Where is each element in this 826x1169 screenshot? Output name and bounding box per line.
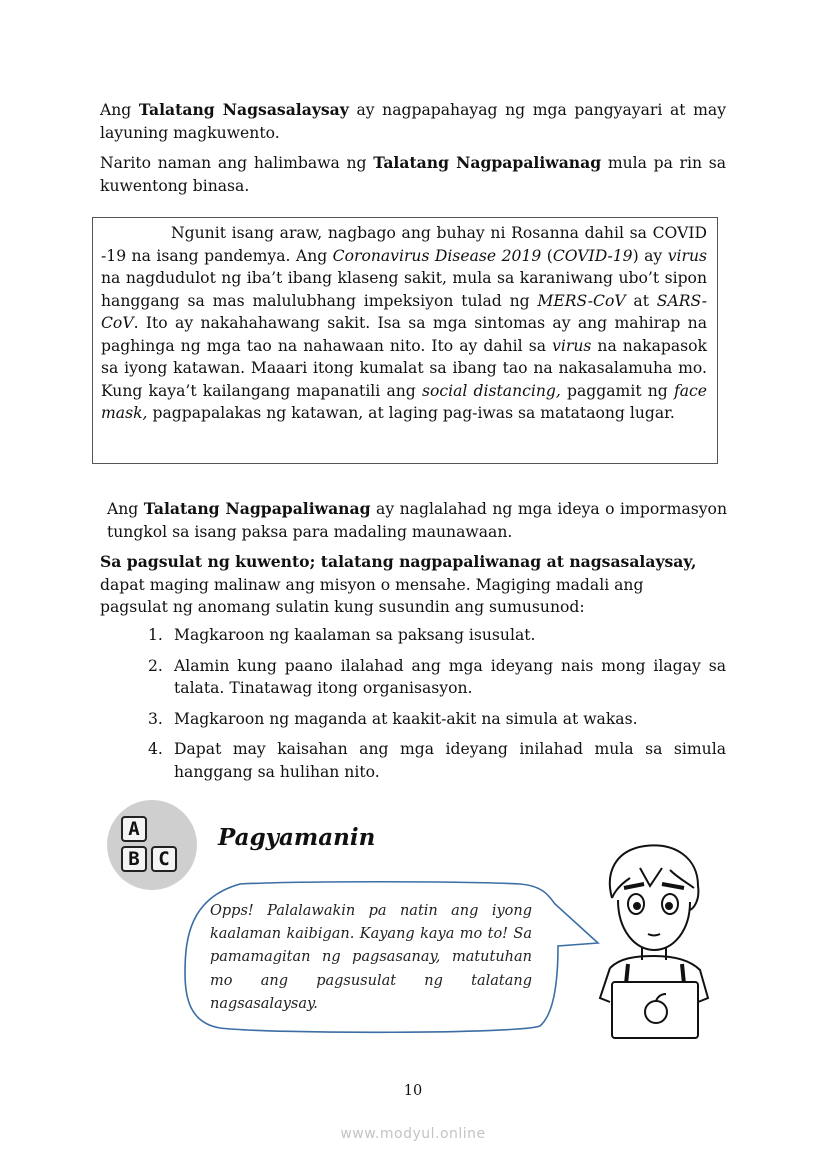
text: pagsulat ng anomang sulatin kung susundin ang sumusunod: (100, 598, 585, 616)
text: Narito naman ang halimbawa ng (100, 154, 374, 172)
section-title: Pagyamanin (218, 824, 376, 851)
page-number: 10 (403, 1083, 423, 1099)
definition-paragraph (107, 498, 727, 543)
guide-paragraph (100, 551, 740, 619)
list-item (148, 708, 726, 731)
list-text: Dapat may kaisahan ang mga ideyang inilahad mula sa simula hanggang sa hulihan nito. (174, 740, 726, 781)
intro-paragraph-1 (100, 99, 726, 144)
text: mula pa rin sa kuwentong binasa. (100, 154, 726, 195)
italic-term: face mask, (101, 381, 707, 422)
text: dapat maging malinaw ang misyon o mensahe. Magiging madali ang (100, 575, 644, 594)
italic-term: SARS-CoV (101, 291, 707, 332)
italic-term: COVID-19 (552, 246, 633, 265)
guide-heading: Sa pagsulat ng kuwento; talatang nagpapaliwanag at nagsasalaysay, (100, 552, 697, 571)
list-item (148, 624, 726, 647)
text: pagpapalakas ng katawan, at laging pag-iwas sa matataong lugar. (147, 404, 675, 422)
text: ) ay (632, 246, 668, 265)
boy-with-tablet-illustration (590, 838, 720, 1043)
text: Ngunit isang araw, nagbago ang buhay ni Rosanna dahil sa COVID -19 na isang pandemya. Ang (101, 224, 707, 265)
speech-bubble-text: Opps! Palalawakin pa natin ang iyong kaalaman kaibigan. Kayang kaya mo to! Sa pamamagitan ng pagsasanay, matutuhan mo ang pagsusulat ng talatang nagsasalaysay. (210, 903, 532, 1012)
text: Ang (100, 101, 139, 119)
block-b: B (121, 846, 147, 872)
text: . Ito ay nakahahawang sakit. Isa sa mga sintomas ay ang mahirap na paghinga ng mga tao na nahawaan nito. Ito ay dahil sa (101, 314, 707, 355)
example-paragraph-text (101, 222, 707, 425)
term-nagpapaliwanag: Talatang Nagpapaliwanag (143, 499, 371, 518)
text: paggamit ng (560, 381, 674, 400)
intro-paragraph-2 (100, 152, 726, 197)
italic-term: Coronavirus Disease 2019 (332, 246, 542, 265)
text: na nagdudulot ng iba’t ibang klaseng sakit, mula sa karaniwang ubo’t sipon hanggang sa mas malulubhang impeksiyon tulad ng (101, 269, 707, 310)
italic-term: virus (552, 336, 592, 355)
text: ay nagpapahayag ng mga pangyayari at may layuning magkuwento. (100, 101, 727, 142)
list-number: 3. (148, 709, 163, 728)
abc-blocks-icon (107, 800, 197, 890)
watermark: www.modyul.online (340, 1126, 486, 1142)
list-text: Alamin kung paano ilalahad ang mga ideyang nais mong ilagay sa talata. Tinatawag itong organisasyon. (174, 656, 726, 697)
list-number: 1. (148, 626, 163, 644)
block-a: A (121, 816, 147, 842)
list-number: 2. (148, 656, 163, 675)
example-paragraph-box (92, 217, 718, 464)
term-nagsasalaysay: Talatang Nagsasalaysay (138, 100, 349, 119)
list-item (148, 738, 726, 783)
italic-term: MERS-CoV (537, 291, 626, 310)
list-text: Magkaroon ng kaalaman sa paksang isusulat. (174, 626, 536, 644)
block-c: C (151, 846, 177, 872)
italic-term: social distancing, (421, 381, 561, 400)
steps-list (148, 624, 726, 791)
text: na nakapasok sa iyong katawan. Maaari itong kumalat sa ibang tao na nakasalamuha mo. Kung kaya’t kailangang mapanatili ang (101, 336, 707, 400)
text: ( (541, 246, 553, 265)
list-text: Magkaroon ng maganda at kaakit-akit na simula at wakas. (174, 709, 638, 728)
text: at (625, 291, 657, 310)
term-nagpapaliwanag: Talatang Nagpapaliwanag (373, 153, 602, 172)
list-item (148, 655, 726, 700)
text: ay naglalahad ng mga ideya o impormasyon tungkol sa isang paksa para madaling maunawaan. (107, 500, 727, 541)
list-number: 4. (148, 740, 163, 758)
italic-term: virus (667, 246, 707, 265)
text: Ang (107, 500, 144, 518)
